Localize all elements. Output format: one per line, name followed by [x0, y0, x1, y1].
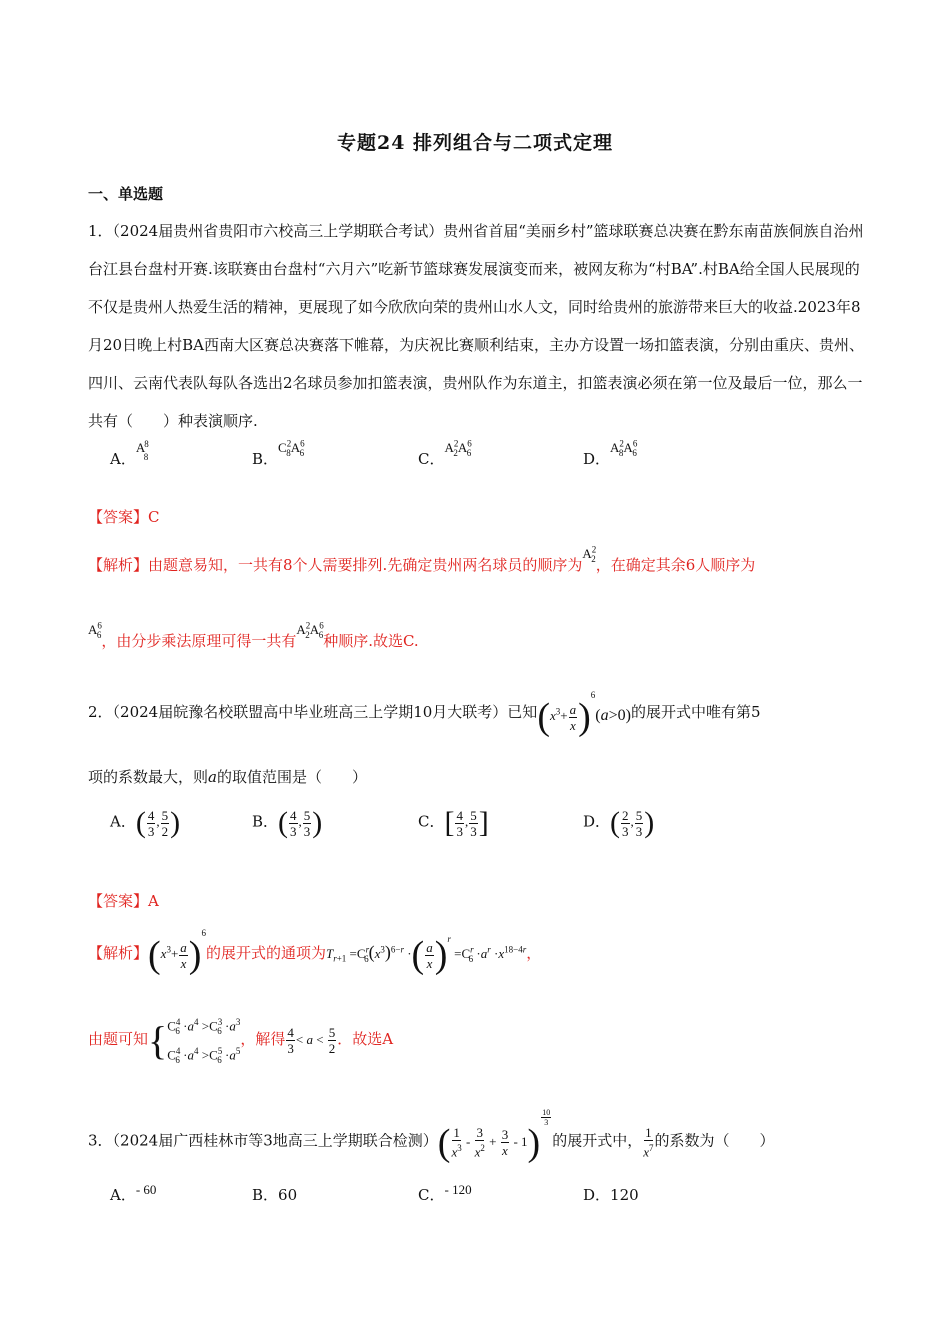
q2-expression: ($x^3+$ $\frac{a}{x}$ )$^6$(a>0): [537, 690, 631, 739]
q1-option-b-formula: $C^2_8A^6_6$: [278, 438, 305, 458]
question-3: 3．（2024届广西桂林市等3地高三上学期联合检测）( $\frac{1}{x^3}$ - $\frac{3}{x^2}$ + $\frac{3}{x}$ - 1) $^{\frac{10}{3}}$ 的展开式中， $\frac{1}{x^7}$ 的系数为（ ）: [88, 1108, 775, 1164]
q2-analysis-line-1: 【解析】($x^3+$ $\frac{a}{x}$ )$^6$的展开式的通项为$T_{r+1} =C^r_6(x^3)^{6-r}$ ·( $\frac{a}{x}$ )$^r =C^r_6 \cdot a^r \cdot x^{18-4r}$，: [88, 928, 542, 977]
page-title: 专题24 排列组合与二项式定理: [336, 132, 614, 154]
q3-expression: ( $\frac{1}{x^3}$ - $\frac{3}{x^2}$ + $\frac{3}{x}$ - 1) $^{\frac{10}{3}}$: [437, 1108, 551, 1164]
question-1-number: 1．: [88, 222, 113, 240]
question-1: [88, 212, 868, 440]
q2-option-d: D．( $\frac{2}{3}$ , $\frac{5}{3}$ ): [583, 806, 655, 840]
section-heading: 一、单选题: [88, 185, 164, 203]
q3-option-a: A．- 60: [110, 1182, 157, 1204]
q2-option-a: A．( $\frac{4}{3}$ , $\frac{5}{2}$ ): [110, 806, 181, 840]
question-2-line-2: 项的系数最大，则a的取值范围是（ ）: [88, 768, 367, 786]
q2-answer: 【答案】A: [88, 892, 159, 910]
q1-analysis-line-2: $A^6_6$，由分步乘法原理可得一共有$A^2_2A^6_6$种顺序.故选C.: [88, 620, 419, 650]
q1-analysis-line-1: 【解析】由题意易知，一共有8个人需要排列.先确定贵州两名球员的顺序为$A^2_2$，在确定其余6人顺序为: [88, 544, 756, 574]
question-1-text: （2024届贵州省贵阳市六校高三上学期联合考试）贵州省首届“美丽乡村”篮球联赛总决赛在黔东南苗族侗族自治州台江县台盘村开赛.该联赛由台盘村“六月六”吃新节篮球赛发展演变而来，被网友称为“村BA”.村BA给全国人民展现的不仅是贵州人热爱生活的精神，更展现了如今欣欣向荣的贵州山水人文，同时给贵州的旅游带来巨大的收益.2023年8月20日晚上村BA西南大区赛总决赛落下帷幕，为庆祝比赛顺利结束，主办方设置一场扣篮表演，分别由重庆、贵州、四川、云南代表队每队各选出2名球员参加扣篮表演，贵州队作为东道主，扣篮表演必须在第一位及最后一位，那么一共有（ ）种表演顺序.: [88, 222, 864, 430]
q2-option-b: B．( $\frac{4}{3}$ , $\frac{5}{3}$ ): [252, 806, 323, 840]
q1-option-d-formula: $A^2_8A^6_6$: [610, 438, 638, 458]
question-2-line-1: 2．（2024届皖豫名校联盟高中毕业班高三上学期10月大联考）已知($x^3+$ $\frac{a}{x}$ )$^6$(a>0)的展开式中唯有第5: [88, 690, 761, 739]
q1-option-d: D．$A^2_8A^6_6$: [583, 438, 638, 468]
q1-option-c-formula: $A^2_2A^6_6$: [444, 438, 472, 458]
q3-option-c: C．- 120: [418, 1182, 472, 1204]
q1-option-b: B．$C^2_8A^6_6$: [252, 438, 305, 468]
q2-option-c: C．[ $\frac{4}{3}$ , $\frac{5}{3}$ ]: [418, 806, 489, 840]
q1-option-a-formula: $A^8_8$: [135, 438, 149, 462]
q3-option-b: B．60: [252, 1186, 298, 1204]
q1-answer: 【答案】C: [88, 508, 160, 526]
q1-option-a: A．$A^8_8$: [110, 448, 154, 470]
q1-option-c: C．$A^2_2A^6_6$: [418, 438, 472, 468]
q3-option-d: D．120: [583, 1186, 639, 1204]
q2-analysis-line-2: 由题可知{ $C^4_6 \cdot a^4 >C^3_6 \cdot a^3$ $C^4_6 \cdot a^4 >C^5_6 \cdot a^5$ ，解得 $\frac{4}{3}$ < a < $\frac{5}{2}$ ．故选A: [88, 1017, 394, 1065]
